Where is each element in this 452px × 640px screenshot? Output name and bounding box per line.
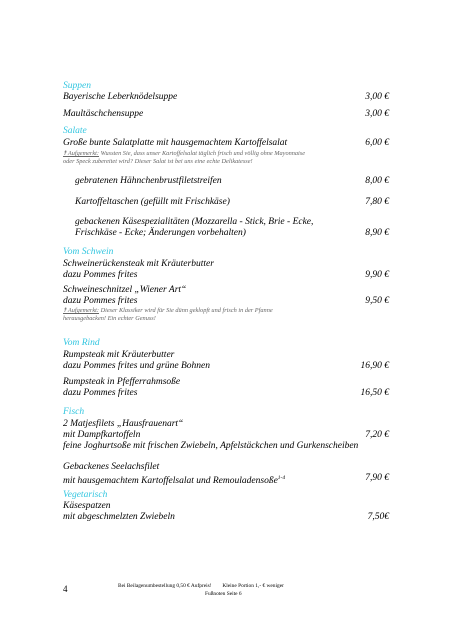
menu-item (75, 217, 389, 239)
item-name-line2: dazu Pommes frites (63, 388, 138, 398)
note-text: Dieser Klassiker wird für Sie dünn geklopft und frisch in der Pfanne herausgebacken! Ein echter Genuss! (63, 307, 273, 322)
menu-item (63, 109, 389, 120)
item-name-line2: mit Dampfkartoffeln (63, 430, 141, 440)
item-price: 9,50 € (365, 296, 389, 306)
item-name: gebackenen Käsespezialitäten (Mozzarella - Stick, Brie - Ecke, Frischkäse - Ecke; Änderungen vorbehalten) (75, 217, 314, 238)
category-fisch: Fisch (63, 407, 85, 417)
menu-item (75, 176, 389, 187)
category-salate: Salate (63, 126, 87, 136)
item-price: 7,90 € (365, 473, 389, 483)
item-name-line2: dazu Pommes frites (63, 296, 138, 306)
page-number: 4 (63, 584, 68, 594)
item-name: Große bunte Salatplatte mit hausgemachtem Kartoffelsalat (63, 138, 288, 148)
item-price: 3,00 € (365, 109, 389, 119)
item-name: Maultäschchensuppe (63, 109, 144, 119)
category-rind: Vom Rind (63, 338, 100, 348)
item-name: Rumpsteak in Pfefferrahmsoße (63, 377, 181, 387)
item-name: gebratenen Hähnchenbrustfiletstreifen (75, 176, 222, 186)
note-text: Wussten Sie, dass unser Kartoffelsalat täglich frisch und völlig ohne Mayonnaise oder Speck zubereitet wird? Dieser Salat ist bei uns eine echte Delikatesse! (63, 150, 306, 165)
menu-item (63, 419, 403, 452)
item-name: Schweineschnitzel „Wiener Art“ (63, 285, 187, 295)
item-name-line2: dazu Pommes frites (63, 270, 138, 280)
item-price: 6,00 € (365, 138, 389, 148)
menu-item (63, 285, 389, 307)
menu-item (63, 92, 389, 103)
item-price: 9,90 € (365, 270, 389, 280)
menu-item (63, 138, 389, 149)
item-name-line2: mit abgeschmelzten Zwiebeln (63, 512, 175, 522)
footer-footnotes: Fußnoten Seite 6 (205, 591, 242, 597)
item-price: 7,80 € (365, 197, 389, 207)
note-label: ☨ Aufgemerkt: (63, 150, 100, 157)
item-price: 7,50€ (367, 512, 389, 522)
footnote-ref: 1-4 (277, 475, 286, 481)
item-name: Schweinerückensteak mit Kräuterbutter (63, 259, 214, 269)
item-name-line3: feine Joghurtsoße mit frischen Zwiebeln, Apfelstäckchen und Gurkenscheiben (63, 441, 359, 451)
footer-note: Bei Beilagenumbestellung 0,50 € Aufpreis! Kleine Portion 1,- € weniger (118, 583, 284, 589)
note-label: ☨ Aufgemerkt: (63, 307, 100, 314)
item-price: 16,90 € (360, 361, 389, 371)
menu-item (63, 350, 389, 372)
item-name: Käsespatzen (63, 501, 111, 511)
item-price: 8,90 € (365, 228, 389, 238)
salad-note (63, 150, 313, 165)
item-name-line2: mit hausgemachtem Kartoffelsalat und Remouladensoße$^{1-4}$ (63, 475, 286, 487)
item-name: 2 Matjesfilets „Hausfrauenart“ (63, 419, 184, 429)
menu-item (75, 197, 389, 208)
schnitzel-note (63, 307, 313, 322)
item-name: Bayerische Leberknödelsuppe (63, 92, 178, 102)
item-name: Kartoffeltaschen (gefüllt mit Frischkäse) (75, 197, 230, 207)
item-name-line2: dazu Pommes frites und grüne Bohnen (63, 361, 210, 371)
menu-item (63, 377, 389, 399)
item-price: 3,00 € (365, 92, 389, 102)
item-name: Rumpsteak mit Kräuterbutter (63, 350, 175, 360)
category-schwein: Vom Schwein (63, 247, 114, 257)
menu-item (63, 462, 389, 487)
item-price: 7,20 € (365, 430, 389, 440)
item-price: 8,00 € (365, 176, 389, 186)
category-suppen: Suppen (63, 81, 91, 91)
item-name: Gebackenes Seelachsfilet (63, 462, 160, 472)
category-vegetarisch: Vegetarisch (63, 490, 108, 500)
menu-item (63, 501, 389, 523)
menu-item (63, 259, 389, 281)
item-price: 16,50 € (360, 388, 389, 398)
